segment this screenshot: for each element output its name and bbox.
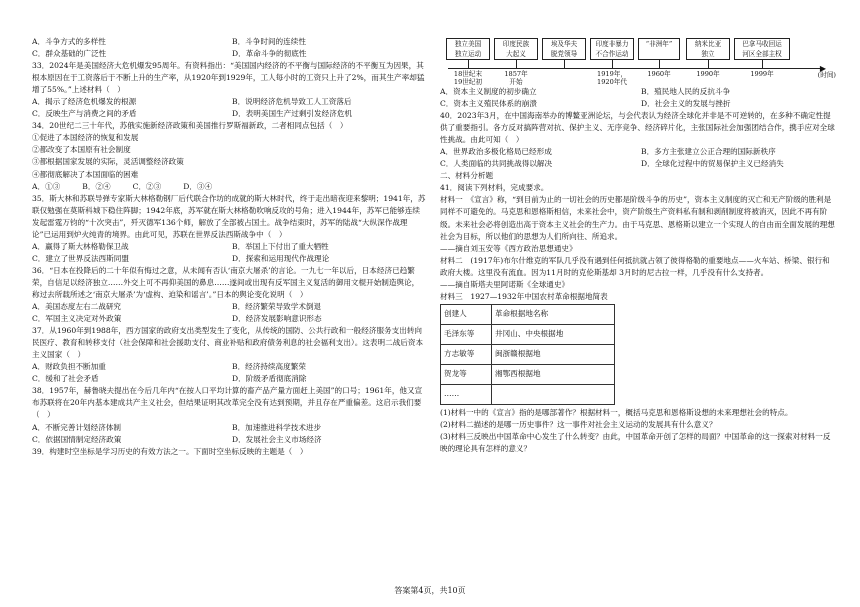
table-cell: 井冈山、中央根据地 — [492, 324, 615, 344]
timeline-date-line: 开始 — [509, 77, 523, 86]
answer-option: D．表明美国生产过剩引发经济危机 — [232, 109, 352, 119]
timeline-event-label: 巴拿马收回运 — [742, 40, 782, 48]
question-text: 38．1957年，赫鲁晓夫提出在今后几年内“在按人口平均计算的畜产品产量方面赶上美国”的口号；1961年，他又宣布苏联将在20年内基本建成共产主义社会，但结果证明其改革完全没有达到预期，并且存在严重偏差。这启示我们要（ ） — [32, 386, 423, 420]
answer-option: B．斗争时间的连续性 — [232, 37, 306, 46]
timeline-date-line: 1857年 — [504, 70, 528, 78]
question-text: 39．构建时空坐标是学习历史的有效方法之一。下面时空坐标反映的主题是（ ） — [32, 446, 308, 456]
timeline-tick — [659, 60, 660, 68]
answer-options — [32, 36, 426, 60]
timeline-event-box — [446, 38, 490, 60]
answer-option: D．革命斗争的彻底性 — [232, 49, 307, 59]
answer-option: B．殖民地人民的反抗斗争 — [641, 87, 731, 96]
timeline-event-sublabel: 河区全部主权 — [742, 50, 782, 58]
timeline-date — [590, 71, 634, 86]
timeline-date-line: 1920年代 — [597, 77, 627, 86]
timeline-time-label: (时间) — [817, 71, 836, 79]
table-cell: 闽浙赣根据地 — [492, 344, 615, 364]
timeline-date-line: 19世纪初 — [453, 77, 483, 86]
table-cell: 方志敏等 — [441, 344, 492, 364]
table-cell: 毛泽东等 — [441, 324, 492, 344]
answer-option: B．加速推进科学技术进步 — [232, 422, 322, 432]
table-cell: 湘鄂西根据地 — [492, 364, 615, 384]
timeline-event-box — [638, 38, 680, 60]
answer-option: D．③④ — [183, 181, 213, 191]
answer-option: C．依据国情制定经济政策 — [32, 434, 122, 444]
timeline-event-label: “非洲年” — [645, 40, 673, 48]
answer-options — [32, 181, 426, 193]
timeline-event-sublabel: 大起义 — [506, 50, 526, 58]
timeline-date-line: 1919年， — [597, 70, 627, 78]
timeline-date — [637, 71, 681, 79]
question-text: ②都改变了本国原有社会制度 — [32, 145, 131, 155]
timeline-tick — [468, 60, 469, 68]
timeline-event-label: 埃及华夫 — [550, 40, 578, 48]
table-row — [441, 324, 615, 344]
question-text: 35．斯大林和苏联导弹专家斯大林格勒钢厂后代联合作坊的成就的斯大林时代，终于走出暗夜迎来黎明；1941年，苏联仅勉强在莫斯科城下稳住阵脚；1942年底，苏军就在斯大林格勒吹响反攻的号角；进入1944年，苏军已能够连续发起雷霆万钧的“十次突击”，歼灭德军136个师，解放了全部被占国土。战争结束时，苏军的陆战“大纵深作战理论”已运用到炉火纯青的境界。由此可见，苏联在世界反法西斯战争中（ ） — [32, 193, 426, 239]
question-41-1: (1)材料一中的《宣言》指的是哪部著作？根据材料一，概括马克思和恩格斯设想的未来理想社会的特点。 — [440, 407, 793, 417]
timeline-event-box — [734, 38, 790, 60]
timeline-date — [740, 71, 784, 79]
timeline-tick — [564, 60, 565, 68]
timeline-tick — [762, 60, 763, 68]
answer-option: A．美国态度左右二战研究 — [32, 302, 122, 312]
right-column — [440, 36, 836, 455]
table-row — [441, 364, 615, 384]
question-text: ④都彻底解决了本国面临的困难 — [32, 169, 139, 179]
timeline-arrow-icon: ▶ — [819, 63, 826, 73]
answer-option: A．斗争方式的多样性 — [32, 37, 106, 46]
answer-option: D．发展社会主义市场经济 — [232, 434, 322, 444]
timeline-diagram — [440, 36, 836, 84]
timeline-event-box — [590, 38, 634, 60]
answer-option: D．阶级矛盾彻底消除 — [232, 374, 307, 384]
table-header-cell: 革命根据地名称 — [492, 304, 615, 324]
timeline-tick — [516, 60, 517, 68]
question-text: 材料二 (1917年)布尔什维克的军队几乎没有遇到任何抵抗就占领了彼得格勒的重要地点——火车站、桥梁、银行和政府大楼。这里没有流血。因为11月时的克伦斯基却 3月时的尼古拉一样，几乎没有什么支持者。 — [440, 255, 830, 277]
answer-option: C．群众基础的广泛性 — [32, 49, 107, 59]
timeline-event-label: 独立美国 — [454, 40, 482, 48]
question-text: 34．20世纪二三十年代，苏俄实施新经济政策和美国推行罗斯福新政，二者相同点包括（ ） — [32, 121, 348, 131]
timeline-date-line: 1990年 — [696, 70, 720, 78]
answer-options — [32, 241, 426, 265]
timeline-tick — [612, 60, 613, 68]
question-text: 40．2023年3月，在中国海南举办的博鳌亚洲论坛，与会代表认为经济全球化并非是不可逆转的，在多种不确定性提供了重要指引。各方反对搞阵营对抗、保护主义、无序竞争、经济碎片化，主张国际社会加强团结合作，携手应对全球性挑战。由此可知（ ） — [440, 111, 835, 145]
question-text: ③都根据国家发展的实际，灵活调整经济政策 — [32, 157, 184, 167]
answer-option: C．缓和了社会矛盾 — [32, 374, 99, 384]
answer-options — [32, 422, 426, 446]
question-text: 材料一 《宣言》称，“到目前为止的一切社会的历史都是阶级斗争的历史”，资本主义制度的灭亡和无产阶级的胜利是同样不可避免的。马克思和恩格斯相信，未来社会中，资产阶级生产资料私有制和剥削制度将被消灭，因此不再有阶级。未来社会必将创造出高于资本主义社会的生产力。由于马克思、恩格斯以建立一个实现人的自由而全面发展的理想社会为目标，所以他们的思想为人们所向往、所追求。 — [440, 195, 835, 241]
timeline-event-sublabel: 独立运动 — [454, 50, 482, 58]
question-text: 材料三 1927—1932年中国农村革命根据地简表 — [440, 291, 608, 301]
answer-option: A．赢得了斯大林格勒保卫战 — [32, 241, 129, 251]
timeline-tick — [708, 60, 709, 68]
question-text: 41．阅读下列材料，完成要求。 — [440, 183, 549, 193]
answer-option: C．军国主义决定对外政策 — [32, 314, 122, 324]
answer-options — [32, 301, 426, 325]
question-text: ①促进了本国经济的恢复和发展 — [32, 133, 139, 143]
table-cell: …… — [441, 384, 492, 404]
left-column — [32, 36, 426, 458]
answer-option: C．人类面临的共同挑战得以解决 — [440, 159, 553, 169]
answer-options — [32, 96, 426, 120]
question-text: ——摘自刘玉安等《西方政治思想通史》 — [440, 243, 577, 253]
page-footer: 答案第4页，共10页 — [394, 586, 466, 595]
timeline-event-box — [494, 38, 538, 60]
answer-options — [32, 361, 426, 385]
right-questions — [440, 86, 836, 303]
answer-option: A．不断完善计划经济体制 — [32, 422, 122, 432]
timeline-event-sublabel: 脱党领导 — [550, 50, 578, 58]
answer-option: B．说明经济危机导致工人工资落后 — [232, 97, 352, 107]
answer-option: C．②③ — [132, 181, 162, 191]
timeline-date — [686, 71, 730, 79]
answer-option: D．全球化过程中的贸易保护主义已经消失 — [641, 159, 784, 169]
answer-option: D．社会主义的发展与挫折 — [641, 99, 731, 109]
answer-option: A．揭示了经济危机爆发的根源 — [32, 97, 137, 107]
timeline-date-line: 1999年 — [750, 70, 774, 78]
answer-option: A．财政负担不断加重 — [32, 362, 106, 372]
question-text: 33．2024年是美国经济大危机爆发95周年。有资料指出：“美国国内经济的不平衡与国际经济的不平衡互为因果，其根本原因在于工资落后于不断上升的生产率，从1920年到1929年，工人每小时的工资只上升了2%，而其生产率却猛增了55%。”上述材料（ ） — [32, 61, 425, 95]
timeline-event-sublabel: 不合作运动 — [595, 50, 629, 58]
table-cell — [492, 384, 615, 404]
answer-option: B．多方主张建立公正合理的国际新秩序 — [641, 147, 776, 157]
table-header-row — [441, 304, 615, 324]
question-41-2: (2)材料二描述的是哪一历史事件？这一事件对社会主义运动的发展具有什么意义？ — [440, 419, 717, 429]
table-row — [441, 344, 615, 364]
timeline-event-box — [686, 38, 730, 60]
question-41-3: (3)材料三反映出中国革命中心发生了什么转变？由此，中国革命开创了怎样的局面？中国革命的这一探索对材料一反映的理论具有怎样的意义？ — [440, 431, 831, 453]
answer-option: B．经济持续高度繁荣 — [232, 362, 306, 372]
timeline-event-label: 印度非暴力 — [595, 40, 629, 48]
question-text: 37．从1960年到1988年，西方国家的政府支出类型发生了变化，从传统的国防、公共行政和一般经济服务支出转向民医疗、教育和转移支付（社会保障和社会援助支付、商业补贴和政府债务利息的社会福利支出）。这表明二战后资本主义国家（ ） — [32, 326, 424, 360]
question-text: 二、材料分析题 — [440, 171, 494, 181]
answer-option: A．世界政治多极化格局已经形成 — [440, 147, 552, 157]
answer-option: C．建立了世界反法西斯同盟 — [32, 253, 129, 263]
question-text: 36．“日本在投降后的二十年似有悔过之意，从未闻有否认‘南京大屠杀’的言论。一九七一年以后，日本经济已趋繁荣，自信足以经济独立……外交上可不再仰美国的鼻息……遂间或出现有反军国主义复活的御用文棍开始制造舆论，称过去所载所述之‘南京大屠杀’为‘虚构、迫染和谣言’。”日本的舆论变化说明（ ） — [32, 265, 420, 299]
answer-options — [440, 146, 836, 170]
answer-option: B．②④ — [82, 181, 111, 191]
table-row — [441, 384, 615, 404]
timeline-event-label: 纳米比亚 — [694, 40, 722, 48]
table-cell: 贺龙等 — [441, 364, 492, 384]
answer-option: C．反映生产与消费之间的矛盾 — [32, 109, 137, 119]
question-text: ——摘自斯塔夫里阿诺斯《全球通史》 — [440, 279, 570, 289]
base-area-table — [440, 304, 615, 405]
answer-option: B．经济繁荣导致学术倒退 — [232, 302, 322, 312]
timeline-date — [446, 71, 490, 86]
table-header-cell: 创建人 — [441, 304, 492, 324]
answer-option: A．资本主义制度的初步确立 — [440, 87, 537, 96]
answer-option: B．举国上下付出了重大牺牲 — [232, 241, 329, 251]
answer-options — [440, 86, 836, 110]
timeline-event-label: 印度民族 — [502, 40, 530, 48]
answer-option: A．①③ — [32, 181, 61, 191]
timeline-date-line: 18世纪末 — [453, 70, 483, 78]
timeline-date — [494, 71, 538, 86]
timeline-date-line: 1960年 — [647, 70, 671, 78]
answer-option: D．探索和运用现代作战理论 — [232, 253, 330, 263]
timeline-axis — [448, 68, 822, 69]
answer-option: C．资本主义殖民体系的崩溃 — [440, 99, 537, 109]
answer-option: D．经济发展影响意识形态 — [232, 314, 322, 324]
timeline-event-sublabel: 独立 — [701, 50, 715, 58]
timeline-event-box — [542, 38, 586, 60]
